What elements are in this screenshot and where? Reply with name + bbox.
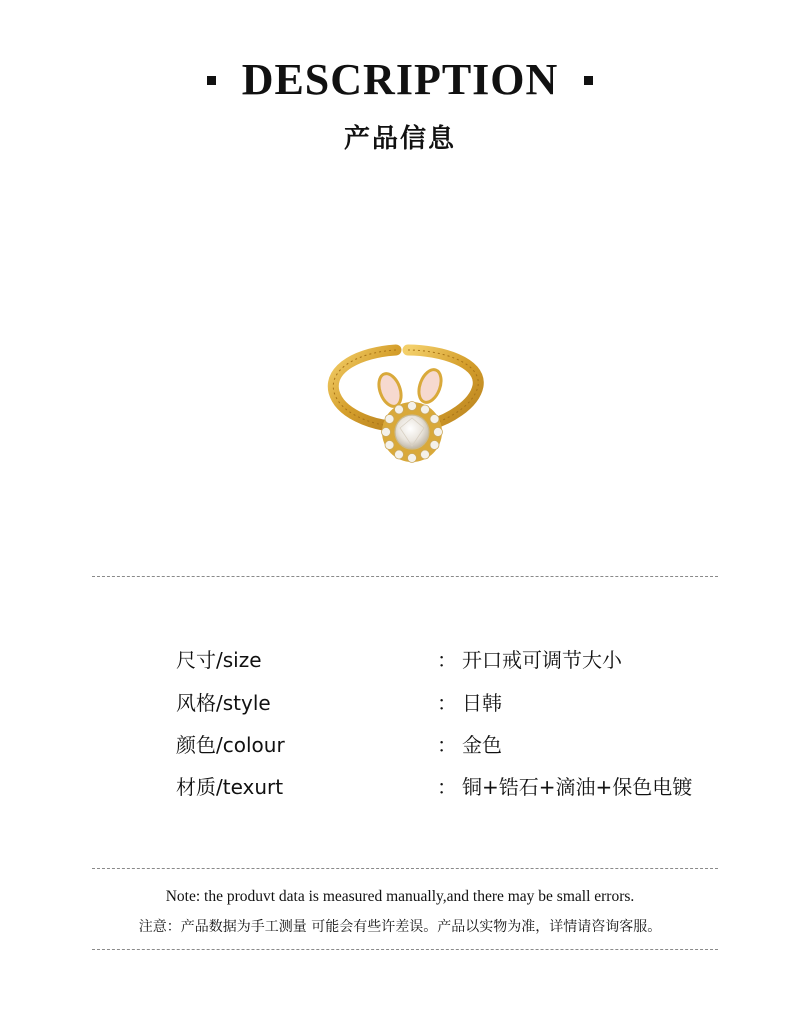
spec-value: 铜+锆石+滴油+保色电镀 <box>462 775 693 799</box>
page-title: DESCRIPTION <box>241 55 559 104</box>
spec-value: 日韩 <box>462 691 502 715</box>
product-image <box>320 340 490 470</box>
spec-label: 风格/style <box>176 691 271 715</box>
divider-middle <box>92 868 718 869</box>
spec-value: 金色 <box>462 733 502 757</box>
spec-row-size <box>0 643 800 677</box>
note-chinese: 注意：产品数据为手工测量 可能会有些许差误。产品以实物为准，详情请咨询客服。 <box>138 919 662 935</box>
title-bullet-right <box>584 76 593 85</box>
spec-row-colour <box>0 728 800 762</box>
title-bullet-left <box>207 76 216 85</box>
divider-top <box>92 576 718 577</box>
divider-bottom <box>92 949 718 950</box>
spec-row-material <box>0 770 800 804</box>
spec-colon: ： <box>437 775 457 799</box>
title-row <box>0 52 800 108</box>
page-subtitle: 产品信息 <box>343 124 456 154</box>
spec-row-style <box>0 686 800 720</box>
spec-label: 尺寸/size <box>176 648 262 672</box>
ring-illustration <box>320 340 490 470</box>
spec-label: 颜色/colour <box>176 733 285 757</box>
spec-colon: ： <box>437 691 457 715</box>
spec-colon: ： <box>437 733 457 757</box>
spec-label: 材质/texurt <box>176 775 284 799</box>
note-english: Note: the produvt data is measured manually,and there may be small errors. <box>165 888 635 905</box>
spec-colon: ： <box>437 648 457 672</box>
spec-value: 开口戒可调节大小 <box>462 648 622 672</box>
